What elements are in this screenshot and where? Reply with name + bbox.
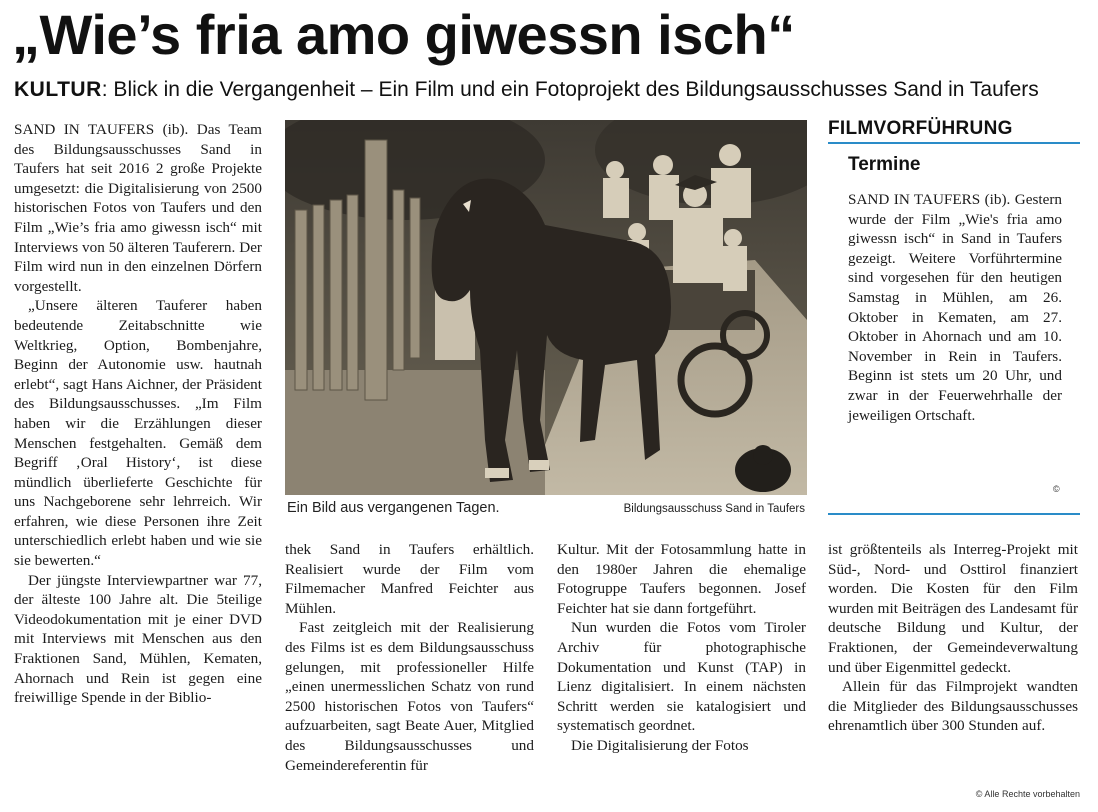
article-paragraph: Allein für das Filmprojekt wandten die Mitglieder des Bildungsausschusses ehrenamtlich über 300 Stunden auf. — [828, 678, 1078, 735]
sidebar-subheading: Termine — [848, 154, 921, 175]
historical-photo — [285, 120, 807, 495]
article-paragraph: „Unsere älteren Tauferer haben bedeutende Zeitabschnitte wie Weltkrieg, Option, Bombenjahre, Beginn der Autonomie usw. hautnah erlebt“, sagt Hans Aichner, der Präsident des Bildungsausschusses. „Im Film haben wir die Erzählungen dieser Menschen festgehalten. Gemäß dem Begriff ‚Oral History‘, ist diese mündlich überlieferte Geschichte für uns Nachgeborene sehr lehrreich. Wir erfahren, wie diese Personen ihre Zeit unterschiedlich erlebt haben und wie sie sie bewerten.“ — [14, 297, 262, 570]
rights-notice: © Alle Rechte vorbehalten — [975, 789, 1080, 799]
article-paragraph: SAND IN TAUFERS (ib). Das Team des Bildungsausschusses Sand in Taufers hat seit 2016 2 große Projekte umgesetzt: die Digitalisierung von 2500 historischen Fotos von Taufers und den Film „Wie’s fria amo giwessn isch“ mit Interviews von 50 älteren Tauferern. Der Film wird nun in den einzelnen Dörfern vorgestellt. — [14, 121, 262, 295]
article-paragraph: Nun wurden die Fotos vom Tiroler Archiv für photographische Dokumentation und Kunst (TAP) in Lienz digitalisiert. In einem nächsten Schritt werden sie katalogisiert und systematisch geordnet. — [557, 619, 806, 735]
article-paragraph: thek Sand in Taufers erhältlich. Realisiert wurde der Film vom Filmemacher Manfred Feichter aus Mühlen. — [285, 541, 534, 617]
sidebar-heading: FILMVORFÜHRUNG — [828, 118, 1013, 139]
subheadline — [14, 76, 1094, 104]
caption-text: Ein Bild aus vergangenen Tagen. — [287, 500, 500, 516]
headline: „Wie’s fria amo giwessn isch“ — [12, 3, 795, 66]
article-column-3 — [557, 540, 806, 802]
photo-credit: Bildungsausschuss Sand in Taufers — [623, 503, 805, 515]
article-paragraph: Fast zeitgleich mit der Realisierung des Films ist es dem Bildungsausschuss gelungen, mit professioneller Hilfe „einen unermesslichen Schatz von rund 2500 historischen Fotos von Taufers“ aufzuarbeiten, sagt Beate Auer, Mitglied des Bildungsausschusses und Gemeindereferentin für — [285, 619, 534, 774]
sidebar-bottom-rule — [828, 513, 1080, 515]
horse-cart-photo-image — [285, 120, 807, 495]
article-column-4 — [828, 540, 1078, 785]
section-kicker: KULTUR — [14, 78, 102, 101]
article-column-2 — [285, 540, 534, 802]
subheadline-text: : Blick in die Vergangenheit – Ein Film und ein Fotoprojekt des Bildungsausschusses Sand in Taufers — [101, 78, 1039, 101]
sidebar-text: SAND IN TAUFERS (ib). Gestern wurde der Film „Wie's fria amo giwessn isch“ in Sand in Taufers gezeigt. Weitere Vorführtermine sind vorgesehen für den heutigen Samstag in Mühlen, am 26. Oktober in Kematen, am 27. Oktober in Ahornach und am 10. November in Rein in Taufers. Beginn ist stets um 20 Uhr, und zwar in der Feuerwehrhalle der jeweiligen Ortschaft. — [848, 191, 1062, 424]
copyright-icon: © — [1053, 484, 1060, 494]
article-paragraph: Die Digitalisierung der Fotos — [571, 736, 749, 754]
article-paragraph: Kultur. Mit der Fotosammlung hatte in den 1980er Jahren die ehemalige Fotogruppe Taufers begonnen. Josef Feichter hat sie dann fortgeführt. — [557, 541, 806, 617]
article-paragraph: Der jüngste Interviewpartner war 77, der älteste 100 Jahre alt. Die 5teilige Videodokumentation mit je einer DVD mit Interviews mit Menschen aus den Fraktionen Sand, Mühlen, Kematen, Ahornach und Rein ist gegen eine freiwillige Spende in der Biblio- — [14, 571, 262, 707]
sidebar-top-rule — [828, 142, 1080, 144]
article-column-1 — [14, 120, 262, 802]
photo-caption — [285, 498, 807, 520]
article-paragraph: ist größtenteils als Interreg-Projekt mit Süd-, Nord- und Osttirol finanziert worden. Die Kosten für den Film wurden mit Beiträgen des Landesamt für deutsche Bildung und Kultur, der Fraktionen, der Gemeindeverwaltung und über Eigenmittel gedeckt. — [828, 541, 1078, 676]
